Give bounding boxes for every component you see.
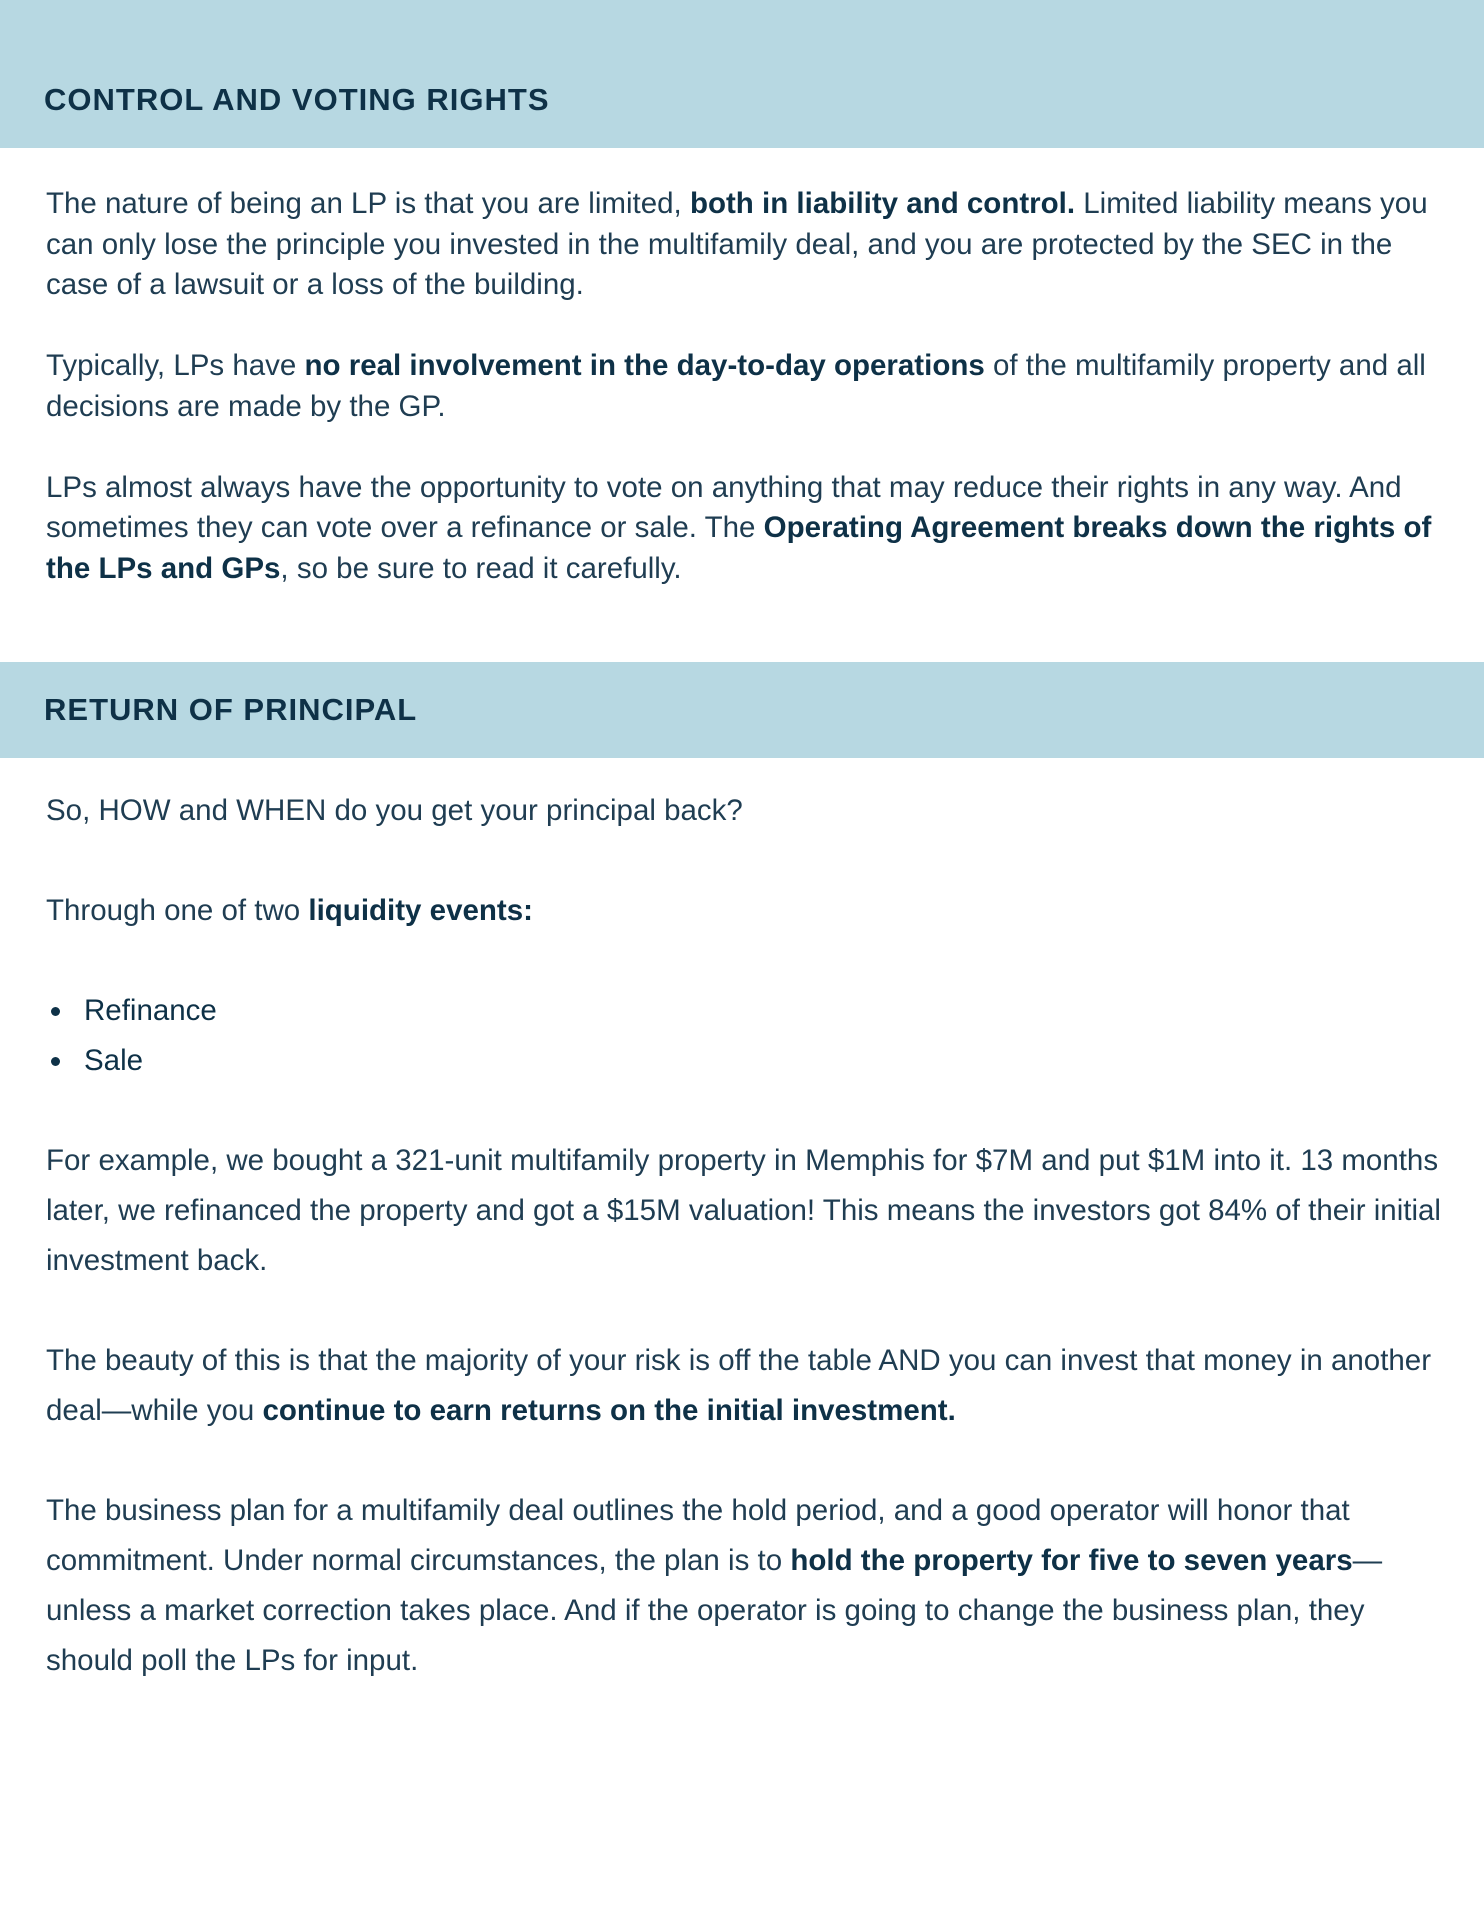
paragraph-voting: LPs almost always have the opportunity to vote on anything that may reduce their rights in any way. And sometimes they can vote over a refinance or sale. The Operating Agreement breaks down the rights of the LPs and GPs, so be sure to read it carefully. xyxy=(46,470,1432,585)
paragraph-limited-lp: The nature of being an LP is that you are limited, both in liability and control. Limited liability means you can only lose the principle you invested in the multifamily deal, and you are protected by the SEC in the case of a lawsuit or a loss of the building. xyxy=(46,187,1428,301)
bullet-icon xyxy=(51,1007,60,1016)
paragraph-liquidity-intro: Through one of two liquidity events: xyxy=(46,894,533,927)
section-header-return-principal xyxy=(0,662,1484,758)
paragraph-example: For example, we bought a 321-unit multifamily property in Memphis for $7M and put $1M into it. 13 months later, we refinanced the property and got a $15M valuation! This means the investors got 84% of their initial investment back. xyxy=(46,1144,1441,1277)
paragraph-question: So, HOW and WHEN do you get your principal back? xyxy=(46,794,743,827)
paragraph-involvement: Typically, LPs have no real involvement in the day-to-day operations of the multifamily property and all decisions are made by the GP. xyxy=(46,349,1426,423)
paragraph-beauty: The beauty of this is that the majority of your risk is off the table AND you can invest that money in another deal—while you continue to earn returns on the initial investment. xyxy=(46,1344,1432,1427)
bullet-icon xyxy=(51,1057,60,1066)
paragraph-business-plan: The business plan for a multifamily deal outlines the hold period, and a good operator will honor that commitment. Under normal circumstances, the plan is to hold the property for five to seven years—unless a market correction takes place. And if the operator is going to change the business plan, they should poll the LPs for input. xyxy=(46,1494,1383,1677)
liquidity-events-list xyxy=(46,986,1446,1086)
section-title: CONTROL AND VOTING RIGHTS xyxy=(44,82,550,117)
list-item: Refinance xyxy=(46,986,1446,1036)
section-header-control-voting xyxy=(0,0,1484,148)
control-voting-body xyxy=(46,184,1446,630)
return-principal-body xyxy=(46,786,1446,1736)
list-item: Sale xyxy=(46,1036,1446,1086)
section-title: RETURN OF PRINCIPAL xyxy=(44,692,418,727)
